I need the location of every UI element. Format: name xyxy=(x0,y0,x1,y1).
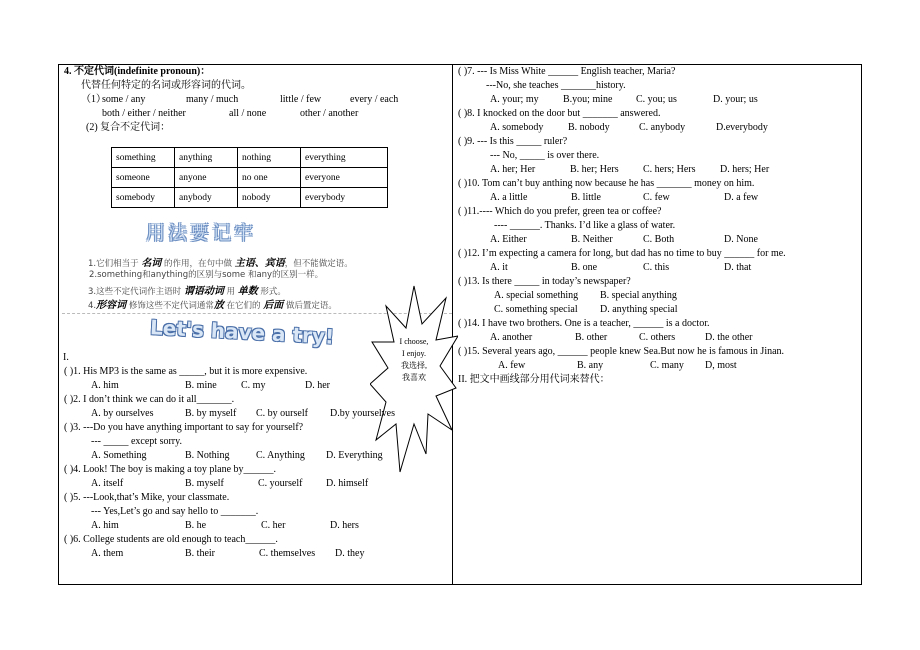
option-c: C. themselves xyxy=(259,548,316,559)
option-c: C. many xyxy=(650,360,684,371)
exercise-i-label: I. xyxy=(63,352,69,363)
option-a: A. itself xyxy=(91,478,124,489)
option-b: B. mine xyxy=(185,380,217,391)
question-stem: ( )10. Tom can’t buy anthing now because he has _______ money on him. xyxy=(458,178,755,189)
option-b: B. Nothing xyxy=(185,450,230,461)
option-c: C. Anything xyxy=(256,450,305,461)
option-d: D.by yourselves xyxy=(330,408,395,419)
table-cell: everyone xyxy=(301,168,388,188)
option-c: C. you; us xyxy=(636,94,677,105)
option-c: C. others xyxy=(639,332,676,343)
lets-try-wordart: Let's have a try! xyxy=(149,315,335,349)
option-c: C. yourself xyxy=(258,478,303,489)
table-cell: anybody xyxy=(175,188,238,208)
pronoun-pair: every / each xyxy=(350,94,399,105)
option-c: C. something special xyxy=(494,304,578,315)
question-stem: ( )11.---- Which do you prefer, green tea or coffee? xyxy=(458,206,662,217)
usage-rule-1: 1.它们相当于 名词 的作用，在句中做 主语、宾语，但不能做定语。 xyxy=(88,258,353,269)
option-d: D. None xyxy=(724,234,758,245)
option-d: D.everybody xyxy=(716,122,768,133)
question-line-2: ---No, she teaches _______history. xyxy=(486,80,626,91)
question-stem: ( )3. ---Do you have anything important to say for yourself? xyxy=(64,422,304,433)
pronoun-pair: both / either / neither xyxy=(102,108,186,119)
table-row xyxy=(112,148,388,168)
exercise-ii-heading: II. 把文中画线部分用代词来替代： xyxy=(458,374,610,385)
option-d: D. they xyxy=(335,548,365,559)
option-b: B.you; mine xyxy=(563,94,613,105)
option-c: C. anybody xyxy=(639,122,686,133)
question-stem: ( )9. --- Is this _____ ruler? xyxy=(458,136,568,147)
usage-rule-2: 2.something和anything的区别与some 和any的区别一样。 xyxy=(89,270,324,280)
option-d: D. hers; Her xyxy=(720,164,770,175)
table-cell: no one xyxy=(238,168,301,188)
option-c: C. my xyxy=(241,380,266,391)
option-b: B. their xyxy=(185,548,215,559)
table-cell: everybody xyxy=(301,188,388,208)
option-b: B. by myself xyxy=(185,408,237,419)
option-a: A. your; my xyxy=(490,94,539,105)
option-a: A. special something xyxy=(494,290,579,301)
question-stem: ( )15. Several years ago, ______ people knew Sea.But now he is famous in Jinan. xyxy=(458,346,785,357)
option-a: A. him xyxy=(91,380,119,391)
question-stem: ( )7. --- Is Miss White ______ English teacher, Maria? xyxy=(458,66,676,77)
option-c: C. this xyxy=(643,262,670,273)
pronoun-pair: other / another xyxy=(300,108,359,119)
table-cell: somebody xyxy=(112,188,175,208)
question-stem: ( )13. Is there _____ in today’s newspaper? xyxy=(458,276,631,287)
question-line-2: --- Yes,Let’s go and say hello to _______. xyxy=(91,506,259,517)
option-a: A. her; Her xyxy=(490,164,536,175)
option-b: B. Neither xyxy=(571,234,613,245)
option-b: B. any xyxy=(577,360,604,371)
table-cell: nobody xyxy=(238,188,301,208)
pronoun-pair: all / none xyxy=(229,108,267,119)
section-intro: 代替任何特定的名词或形容词的代词。 xyxy=(81,80,251,91)
option-c: C. by ourself xyxy=(256,408,308,419)
option-b: B. one xyxy=(571,262,598,273)
option-a: A. by ourselves xyxy=(91,408,154,419)
pronoun-pair: some / any xyxy=(102,94,146,105)
group2-label: (2) 复合不定代词： xyxy=(86,122,171,133)
table-cell: nothing xyxy=(238,148,301,168)
question-stem: ( )14. I have two brothers. One is a teacher, ______ is a doctor. xyxy=(458,318,710,329)
option-b: B. other xyxy=(575,332,608,343)
usage-rule-3: 3.这些不定代词作主语时 谓语动词 用 单数 形式。 xyxy=(88,286,286,297)
option-c: C. few xyxy=(643,192,670,203)
option-a: A. another xyxy=(490,332,533,343)
table-cell: everything xyxy=(301,148,388,168)
question-line-2: --- No, _____ is over there. xyxy=(490,150,600,161)
question-stem: ( )6. College students are old enough to teach______. xyxy=(64,534,278,545)
question-stem: ( )1. His MP3 is the same as _____, but it is more expensive. xyxy=(64,366,308,377)
option-a: A. it xyxy=(490,262,508,273)
question-stem: ( )2. I don’t think we can do it all_______. xyxy=(64,394,235,405)
group1-label: （1） xyxy=(81,94,106,105)
question-stem: ( )4. Look! The boy is making a toy plane by______. xyxy=(64,464,277,475)
option-d: D. hers xyxy=(330,520,359,531)
option-d: D. your; us xyxy=(713,94,758,105)
option-b: B. her; Hers xyxy=(570,164,619,175)
option-c: C. Both xyxy=(643,234,675,245)
starburst-text: I choose, I enjoy. 我选择, 我喜欢 xyxy=(399,337,429,382)
option-d: D. Everything xyxy=(326,450,383,461)
table-cell: someone xyxy=(112,168,175,188)
question-stem: ( )8. I knocked on the door but _______ answered. xyxy=(458,108,661,119)
option-d: D. himself xyxy=(326,478,369,489)
option-a: A. few xyxy=(498,360,526,371)
option-a: A. him xyxy=(91,520,119,531)
pronoun-pair: little / few xyxy=(280,94,322,105)
pronoun-pair: many / much xyxy=(186,94,239,105)
option-a: A. a little xyxy=(490,192,528,203)
option-d: D. anything special xyxy=(600,304,678,315)
option-b: B. special anything xyxy=(600,290,677,301)
option-b: B. nobody xyxy=(568,122,610,133)
option-b: B. myself xyxy=(185,478,224,489)
option-d: D. a few xyxy=(724,192,759,203)
option-d: D. the other xyxy=(705,332,753,343)
option-b: B. he xyxy=(185,520,207,531)
compound-pronoun-table xyxy=(111,147,388,208)
table-row xyxy=(112,188,388,208)
usage-title-wordart: 用法要记牢 xyxy=(146,222,257,244)
table-cell: anyone xyxy=(175,168,238,188)
option-d: D, most xyxy=(705,360,737,371)
table-cell: anything xyxy=(175,148,238,168)
option-d: D. that xyxy=(724,262,752,273)
option-d: D. her xyxy=(305,380,330,391)
option-a: A. them xyxy=(91,548,124,559)
option-b: B. little xyxy=(571,192,601,203)
option-a: A. somebody xyxy=(490,122,544,133)
table-row xyxy=(112,168,388,188)
question-stem: ( )5. ---Look,that’s Mike, your classmate. xyxy=(64,492,230,503)
option-a: A. Something xyxy=(91,450,147,461)
usage-rule-4: 4.形容词 修饰这些不定代词通常放 在它们的 后面 做后置定语。 xyxy=(88,300,337,311)
section-heading: 4. 不定代词(indefinite pronoun)： xyxy=(64,66,211,77)
question-stem: ( )12. I’m expecting a camera for long, but dad has no time to buy ______ for me. xyxy=(458,248,786,259)
question-line-2: ---- ______. Thanks. I’d like a glass of water. xyxy=(494,220,676,231)
question-line-2: --- _____ except sorry. xyxy=(91,436,182,447)
table-cell: something xyxy=(112,148,175,168)
option-c: C. hers; Hers xyxy=(643,164,696,175)
option-a: A. Either xyxy=(490,234,527,245)
option-c: C. her xyxy=(261,520,286,531)
